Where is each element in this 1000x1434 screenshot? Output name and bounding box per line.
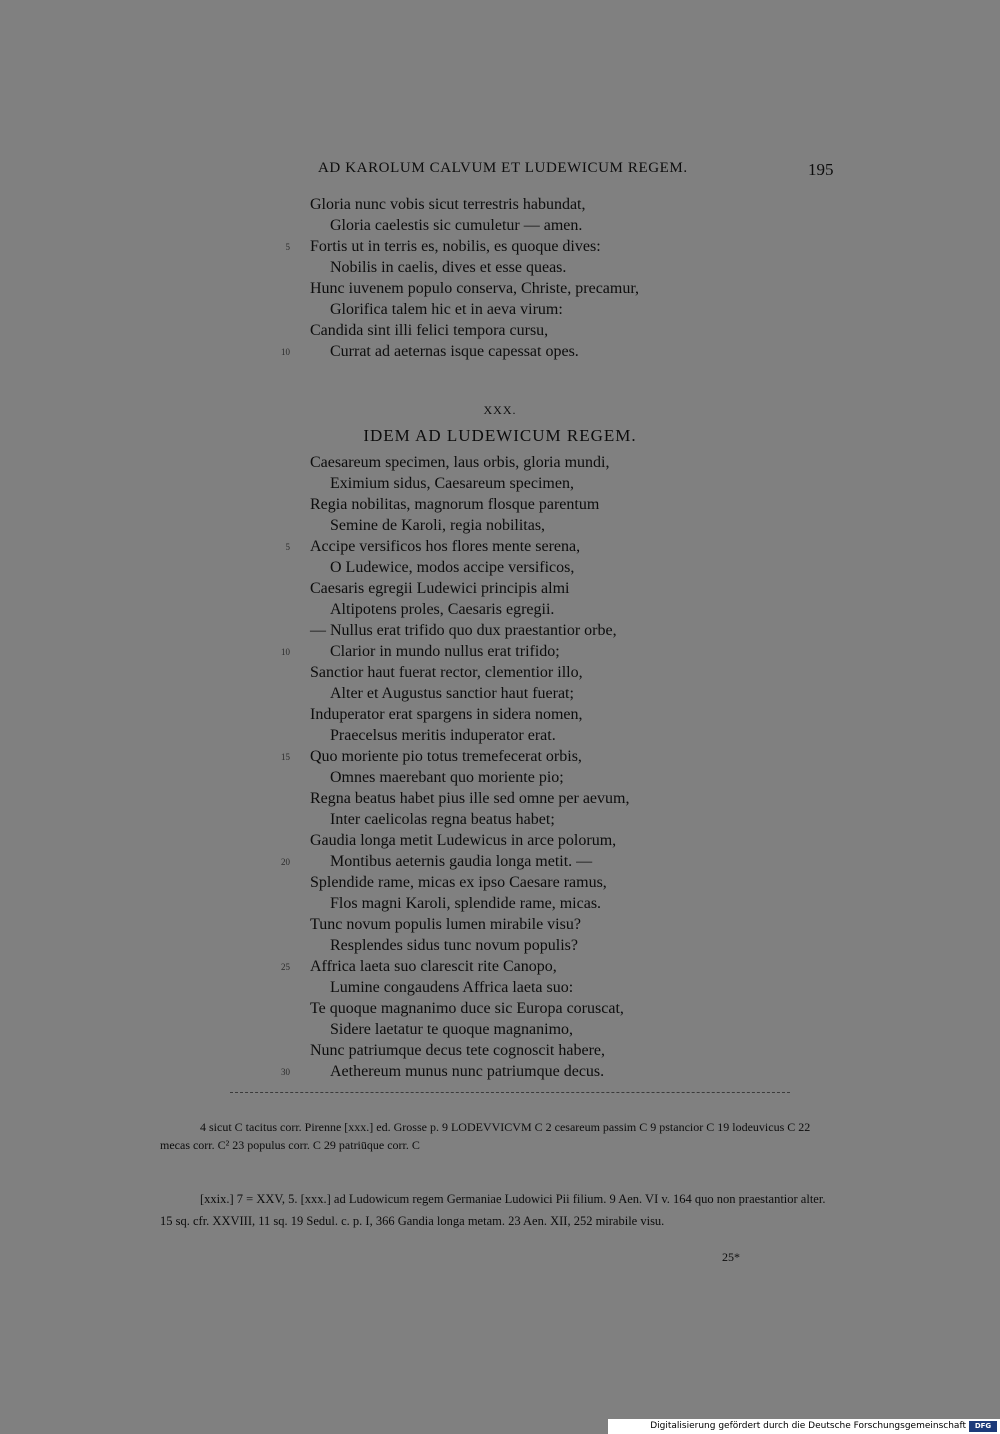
verse-line [0, 536, 1000, 557]
critical-apparatus [160, 1118, 832, 1154]
verse-line [0, 851, 1000, 872]
verse-text: Gloria caelestis sic cumuletur — amen. [330, 217, 583, 234]
verse-text: Caesaris egregii Ludewici principis almi [310, 580, 570, 597]
page-number: 195 [808, 160, 834, 179]
verse-line [0, 704, 1000, 725]
footer-text: Digitalisierung gefördert durch die Deutsche Forschungsgemeinschaft [650, 1421, 966, 1431]
verse-text: Altipotens proles, Caesaris egregii. [330, 601, 555, 618]
verse-line [0, 683, 1000, 704]
verse-line [0, 1019, 1000, 1040]
verse-text: Eximium sidus, Caesareum specimen, [330, 475, 574, 492]
verse-text: Hunc iuvenem populo conserva, Christe, precamur, [310, 280, 640, 297]
signature-mark: 25* [722, 1250, 740, 1264]
poem-number: XXX. [483, 403, 517, 417]
verse-text: Regna beatus habet pius ille sed omne per aevum, [310, 790, 630, 807]
line-number: 30 [281, 1067, 290, 1077]
verse-line [0, 473, 1000, 494]
poem-title: IDEM AD LUDEWICUM REGEM. [363, 426, 637, 445]
verse-text: Sidere laetatur te quoque magnanimo, [330, 1021, 574, 1038]
verse-line [0, 662, 1000, 683]
dfg-logo: DFG [969, 1421, 997, 1432]
line-number: 10 [281, 347, 290, 357]
verse-line [0, 746, 1000, 767]
verse-line [0, 494, 1000, 515]
verse-line [0, 872, 1000, 893]
verse-line [0, 257, 1000, 278]
verse-text: Quo moriente pio totus tremefecerat orbis, [310, 748, 582, 765]
verse-line [0, 830, 1000, 851]
verse-line [0, 578, 1000, 599]
verse-text: Semine de Karoli, regia nobilitas, [330, 517, 546, 534]
verse-text: Alter et Augustus sanctior haut fuerat; [330, 685, 574, 702]
line-number: 25 [281, 962, 290, 972]
verse-text: Induperator erat spargens in sidera nomen, [310, 706, 583, 723]
verse-text: Sanctior haut fuerat rector, clementior illo, [310, 664, 583, 681]
footer-banner [608, 1419, 1000, 1434]
verse-line [0, 299, 1000, 320]
verse-text: Currat ad aeternas isque capessat opes. [330, 343, 579, 360]
verse-line [0, 452, 1000, 473]
line-number: 15 [281, 752, 290, 762]
verse-line [0, 893, 1000, 914]
verse-line [0, 725, 1000, 746]
verse-text: Gaudia longa metit Ludewicus in arce polorum, [310, 832, 617, 849]
verse-text: Inter caelicolas regna beatus habet; [330, 811, 555, 828]
verse-line [0, 914, 1000, 935]
verse-line [0, 788, 1000, 809]
verse-line [0, 767, 1000, 788]
apparatus-text: 4 sicut C tacitus corr. Pirenne [xxx.] ed. Grosse p. 9 LODEVVICVM C 2 cesareum passim C 9 pstancior C 19 lodeuvicus C 22 mecas corr. C² 23 populus corr. C 29 patriūque corr. C [160, 1120, 811, 1152]
poem-a-verses [0, 194, 1000, 362]
verse-text: Accipe versificos hos flores mente serena, [310, 538, 581, 555]
verse-line [0, 977, 1000, 998]
line-number: 5 [285, 242, 290, 252]
verse-text: Tunc novum populis lumen mirabile visu? [310, 916, 581, 933]
verse-text: Nobilis in caelis, dives et esse queas. [330, 259, 567, 276]
verse-text: Candida sint illi felici tempora cursu, [310, 322, 549, 339]
verse-line [0, 236, 1000, 257]
line-number: 10 [281, 647, 290, 657]
verse-text: Flos magni Karoli, splendide rame, micas. [330, 895, 602, 912]
line-number: 5 [285, 542, 290, 552]
verse-line [0, 341, 1000, 362]
verse-line [0, 1061, 1000, 1082]
verse-line [0, 599, 1000, 620]
verse-line [0, 215, 1000, 236]
verse-text: Glorifica talem hic et in aeva virum: [330, 301, 563, 318]
verse-text: Caesareum specimen, laus orbis, gloria mundi, [310, 454, 610, 471]
verse-line [0, 935, 1000, 956]
verse-text: Praecelsus meritis induperator erat. [330, 727, 556, 744]
verse-line [0, 557, 1000, 578]
verse-text: Aethereum munus nunc patriumque decus. [330, 1063, 605, 1080]
verse-line [0, 1040, 1000, 1061]
verse-text: O Ludewice, modos accipe versificos, [330, 559, 575, 576]
running-title: AD KAROLUM CALVUM ET LUDEWICUM REGEM. [318, 160, 688, 176]
verse-text: Clarior in mundo nullus erat trifido; [330, 643, 560, 660]
verse-line [0, 515, 1000, 536]
source-notes [160, 1188, 832, 1232]
poem-b-verses [0, 452, 1000, 1082]
verse-line [0, 320, 1000, 341]
verse-text: Nunc patriumque decus tete cognoscit habere, [310, 1042, 605, 1059]
verse-line [0, 620, 1000, 641]
verse-text: Lumine congaudens Affrica laeta suo: [330, 979, 574, 996]
verse-line [0, 956, 1000, 977]
line-number: 20 [281, 857, 290, 867]
verse-text: Montibus aeternis gaudia longa metit. — [330, 853, 593, 870]
verse-line [0, 194, 1000, 215]
verse-text: — Nullus erat trifido quo dux praestantior orbe, [310, 622, 617, 639]
verse-text: Splendide rame, micas ex ipso Caesare ramus, [310, 874, 607, 891]
verse-line [0, 998, 1000, 1019]
verse-text: Te quoque magnanimo duce sic Europa coruscat, [310, 1000, 624, 1017]
verse-text: Regia nobilitas, magnorum flosque parentum [310, 496, 600, 513]
verse-text: Affrica laeta suo clarescit rite Canopo, [310, 958, 557, 975]
verse-text: Omnes maerebant quo moriente pio; [330, 769, 564, 786]
verse-text: Resplendes sidus tunc novum populis? [330, 937, 578, 954]
verse-text: Fortis ut in terris es, nobilis, es quoque dives: [310, 238, 601, 255]
verse-text: Gloria nunc vobis sicut terrestris habundat, [310, 196, 586, 213]
verse-line [0, 641, 1000, 662]
footnote-divider [230, 1092, 790, 1093]
verse-line [0, 809, 1000, 830]
source-notes-text: [xxix.] 7 = XXV, 5. [xxx.] ad Ludowicum regem Germaniae Ludowici Pii filium. 9 Aen. VI v. 164 quo non praestantior alter. 15 sq. cfr. XXVIII, 11 sq. 19 Sedul. c. p. I, 366 Gandia longa metam. 23 Aen. XII, 252 mirabile visu. [160, 1192, 826, 1228]
verse-line [0, 278, 1000, 299]
running-head [0, 158, 1000, 182]
